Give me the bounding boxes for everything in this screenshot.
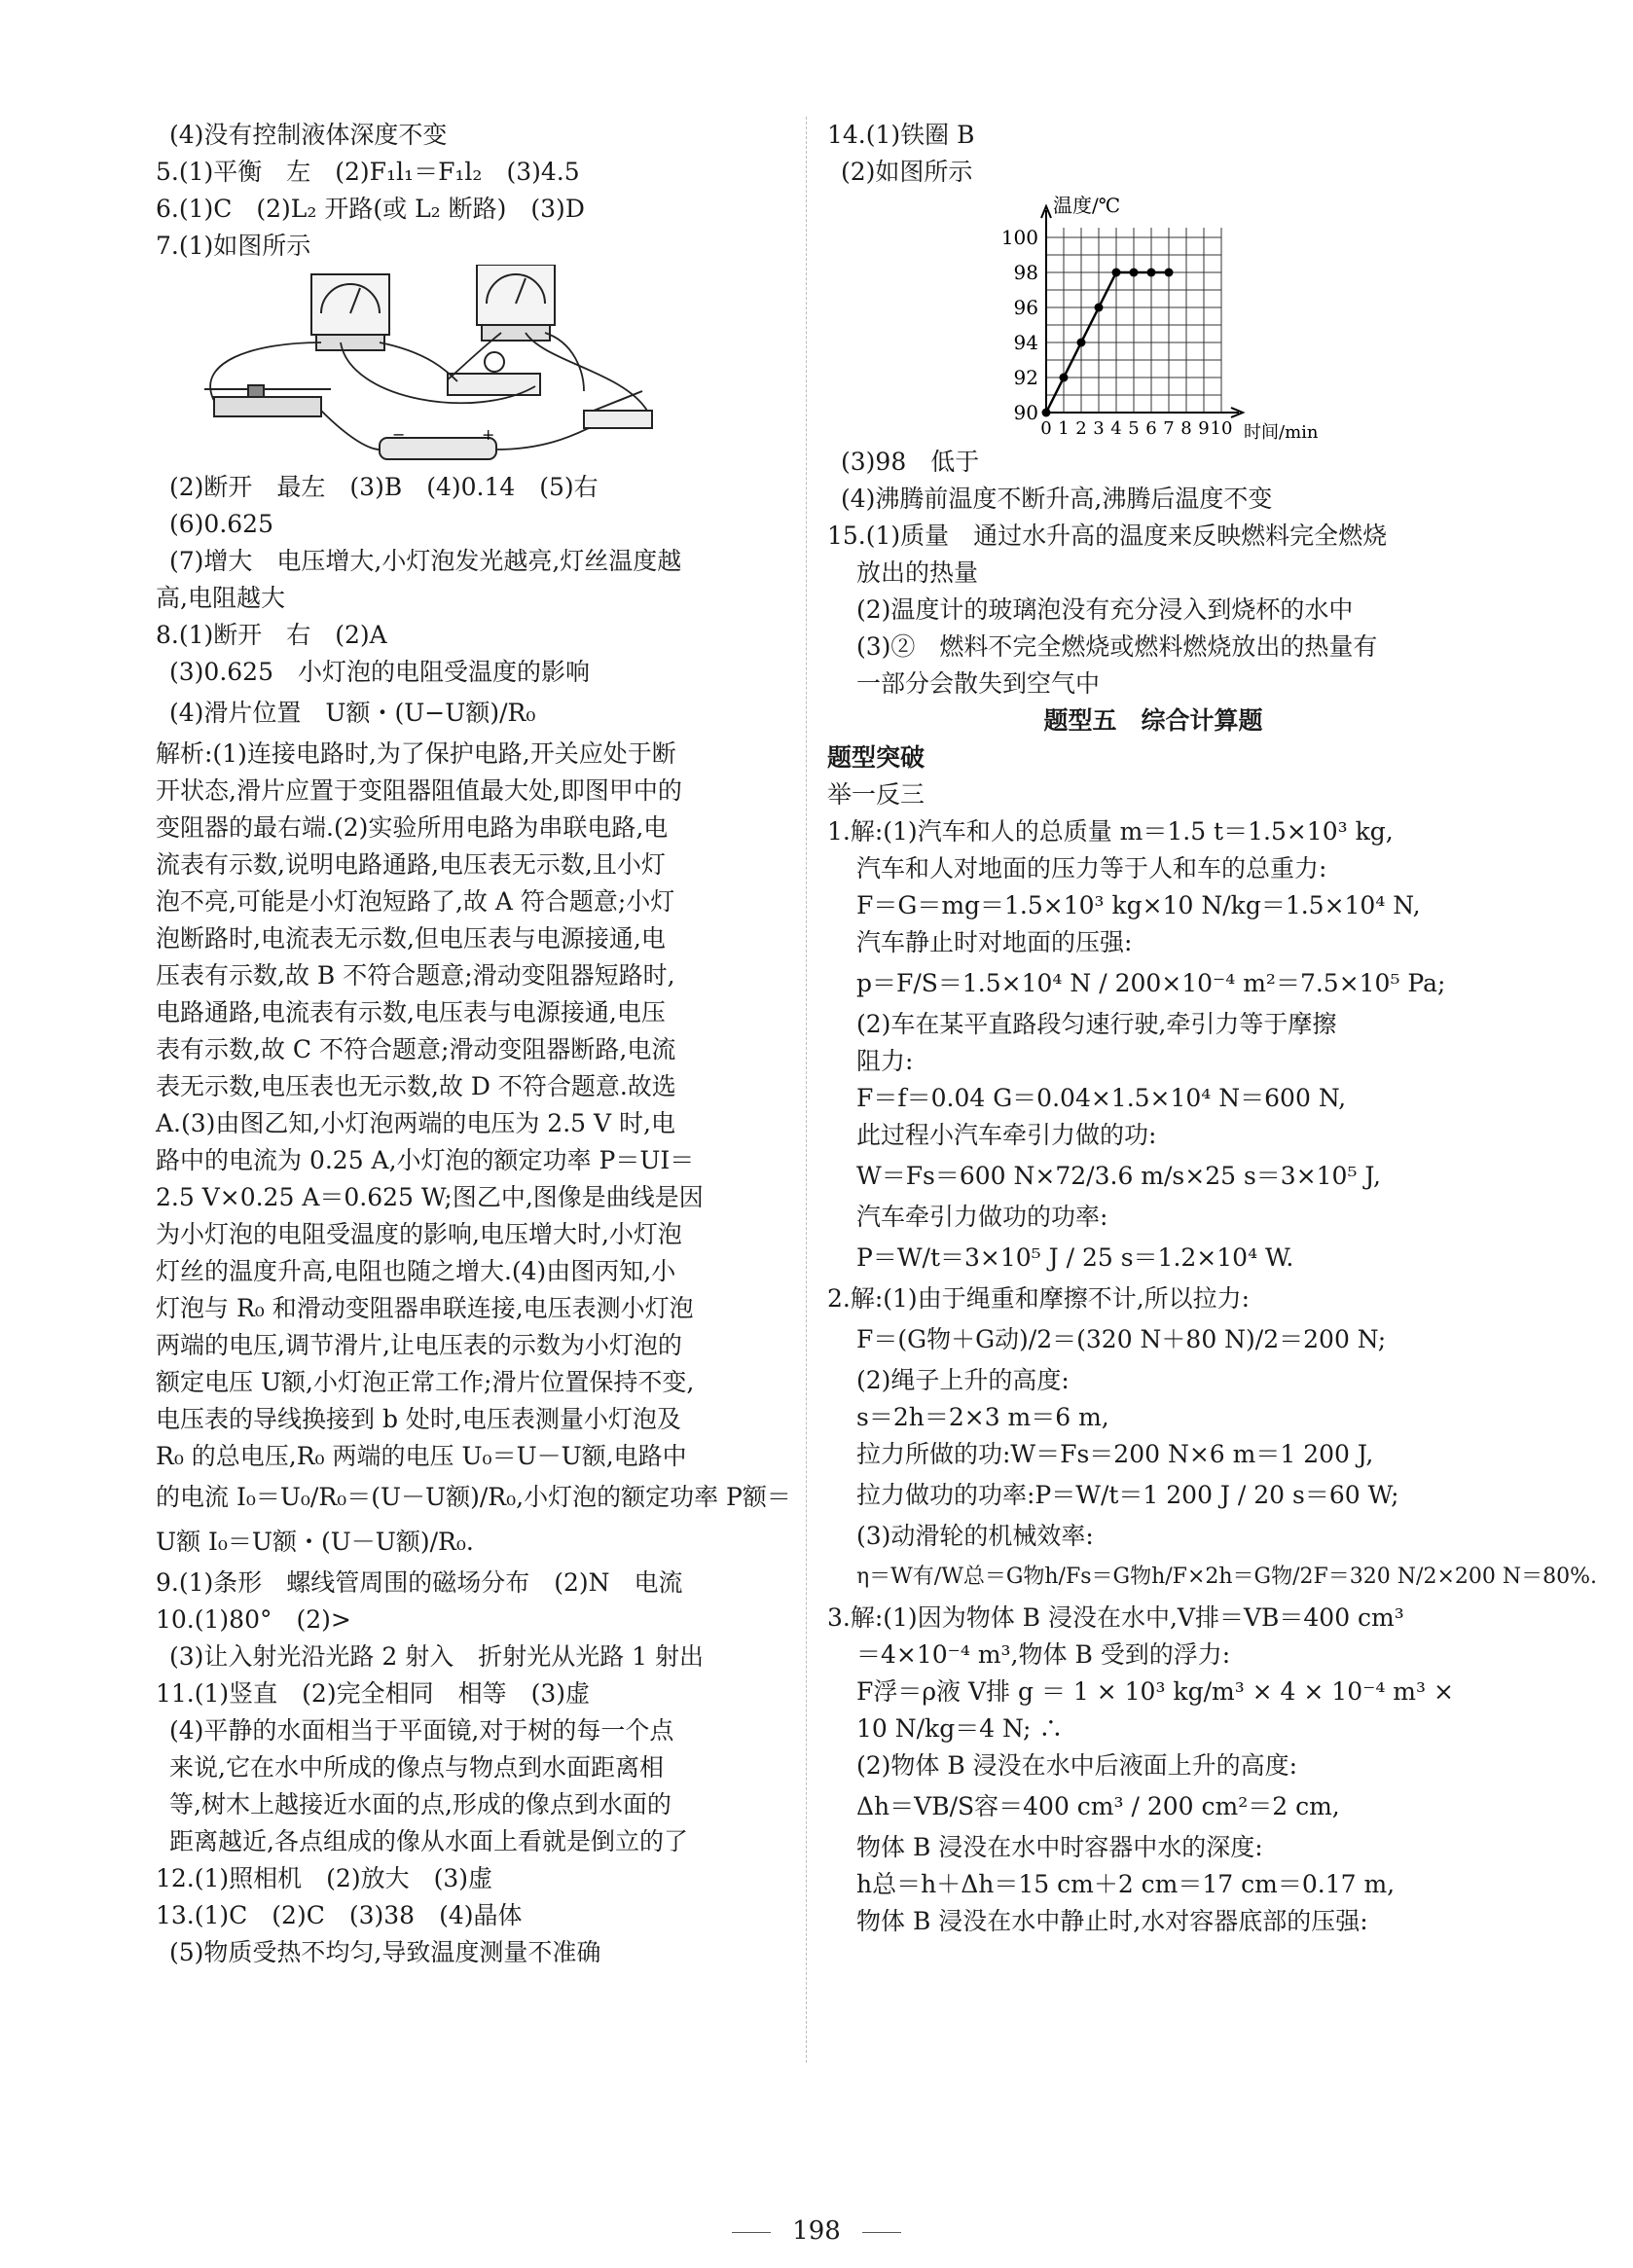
- text-line: 物体 B 浸没在水中时容器中水的深度:: [856, 1833, 1263, 1861]
- text-line: 电压表的导线换接到 b 处时,电压表测量小灯泡及: [156, 1405, 681, 1433]
- text-line: 10.(1)80° (2)>: [156, 1605, 351, 1634]
- x-axis-label: 时间/min: [1244, 422, 1319, 443]
- y-tick-label: 94: [1013, 331, 1038, 354]
- data-point: [1042, 409, 1051, 417]
- text-line: (7)增大 电压增大,小灯泡发光越亮,灯丝温度越: [169, 547, 682, 575]
- text-line: 路中的电流为 0.25 A,小灯泡的额定功率 P＝UI＝: [156, 1146, 695, 1174]
- text-line: 1.解:(1)汽车和人的总质量 m＝1.5 t＝1.5×10³ kg,: [827, 817, 1394, 846]
- text-line: (2)车在某平直路段匀速行驶,牵引力等于摩擦: [856, 1010, 1337, 1038]
- x-tick-label: 4: [1110, 418, 1122, 439]
- text-line: (4)没有控制液体深度不变: [169, 121, 448, 149]
- lamp-base: [448, 352, 540, 395]
- text-line: 灯泡与 R₀ 和滑动变阻器串联连接,电压表测小灯泡: [156, 1294, 694, 1322]
- text-line: (3)98 低于: [841, 448, 980, 476]
- x-tick-label: 10: [1210, 418, 1233, 439]
- text-line: (2)绳子上升的高度:: [856, 1366, 1070, 1394]
- text-line: 来说,它在水中所成的像点与物点到水面距离相: [169, 1753, 664, 1782]
- right-column: [827, 117, 1597, 1940]
- text-line: 的电流 I₀＝U₀/R₀＝(U－U额)/R₀,小灯泡的额定功率 P额＝: [156, 1483, 791, 1511]
- x-tick-label: 9: [1198, 418, 1210, 439]
- text-line: U额 I₀＝U额・(U－U额)/R₀.: [156, 1528, 474, 1556]
- data-point: [1165, 269, 1174, 277]
- text-line: 2.解:(1)由于绳重和摩擦不计,所以拉力:: [827, 1284, 1251, 1313]
- text-line: s＝2h＝2×3 m＝6 m,: [856, 1403, 1109, 1431]
- text-line: 泡不亮,可能是小灯泡短路了,故 A 符合题意;小灯: [156, 887, 675, 916]
- subsection-label: 举一反三: [827, 780, 925, 809]
- data-point: [1060, 374, 1069, 382]
- text-line: 等,树木上越接近水面的点,形成的像点到水面的: [169, 1790, 671, 1818]
- text-line: 2.5 V×0.25 A＝0.625 W;图乙中,图像是曲线是因: [156, 1183, 704, 1211]
- text-line: 表无示数,电压表也无示数,故 D 不符合题意.故选: [156, 1072, 676, 1100]
- ammeter-meter: [311, 274, 389, 350]
- data-point: [1147, 269, 1156, 277]
- text-line: F＝G＝mg＝1.5×10³ kg×10 N/kg＝1.5×10⁴ N,: [856, 891, 1421, 919]
- text-line: ＝4×10⁻⁴ m³,物体 B 受到的浮力:: [856, 1640, 1231, 1669]
- text-line: F浮＝ρ液 V排 g ＝ 1 × 10³ kg/m³ × 4 × 10⁻⁴ m³ ×: [856, 1677, 1454, 1706]
- text-line: 变阻器的最右端.(2)实验所用电路为串联电路,电: [156, 813, 669, 842]
- data-point: [1077, 339, 1086, 347]
- x-tick-label: 2: [1075, 418, 1087, 439]
- x-tick-label: 3: [1093, 418, 1105, 439]
- wires: [210, 333, 647, 450]
- text-line: 10 N/kg＝4 N; ∴: [856, 1714, 1064, 1743]
- text-line: 9.(1)条形 螺线管周围的磁场分布 (2)N 电流: [156, 1568, 683, 1597]
- text-line: 3.解:(1)因为物体 B 浸没在水中,V排＝VB＝400 cm³: [827, 1603, 1404, 1632]
- text-line: 压表有示数,故 B 不符合题意;滑动变阻器短路时,: [156, 961, 675, 990]
- chart-svg: [827, 191, 1479, 444]
- text-line: 一部分会散失到空气中: [856, 669, 1101, 698]
- text-line: 解析:(1)连接电路时,为了保护电路,开关应处于断: [156, 739, 676, 768]
- text-line: (3)让入射光沿光路 2 射入 折射光从光路 1 射出: [169, 1642, 705, 1671]
- temperature-chart: [827, 191, 1479, 444]
- text-line: (2)如图所示: [841, 158, 973, 186]
- page-number-text: 198: [792, 2216, 841, 2246]
- text-line: A.(3)由图乙知,小灯泡两端的电压为 2.5 V 时,电: [156, 1109, 675, 1137]
- text-line: (4)沸腾前温度不断升高,沸腾后温度不变: [841, 485, 1273, 513]
- x-tick-label: 0: [1040, 418, 1052, 439]
- text-line: 距离越近,各点组成的像从水面上看就是倒立的了: [169, 1827, 688, 1855]
- column-divider: [806, 117, 807, 2063]
- y-axis-label: 温度/℃: [1053, 194, 1121, 217]
- text-line: (4)滑片位置 U额・(U−U额)/R₀: [169, 699, 536, 727]
- formula-line: W＝Fs＝600 N×72/3.6 m/s×25 s＝3×10⁵ J,: [856, 1162, 1381, 1190]
- rheostat: [204, 385, 331, 416]
- formula-line: 拉力做功的功率:P＝W/t＝1 200 J / 20 s＝60 W;: [856, 1481, 1399, 1509]
- formula-line: Δh＝VB/S容＝400 cm³ / 200 cm²＝2 cm,: [856, 1792, 1340, 1820]
- text-line: 12.(1)照相机 (2)放大 (3)虚: [156, 1864, 492, 1892]
- chart-ticks: [1001, 226, 1233, 439]
- text-line: 两端的电压,调节滑片,让电压表的示数为小灯泡的: [156, 1331, 682, 1359]
- text-line: 13.(1)C (2)C (3)38 (4)晶体: [156, 1901, 523, 1929]
- text-line: 开状态,滑片应置于变阻器阻值最大处,即图甲中的: [156, 776, 682, 805]
- formula-line: p＝F/S＝1.5×10⁴ N / 200×10⁻⁴ m²＝7.5×10⁵ Pa;: [856, 969, 1446, 997]
- y-tick-label: 98: [1013, 261, 1038, 284]
- text-line: (4)平静的水面相当于平面镜,对于树的每一个点: [169, 1716, 674, 1745]
- y-tick-label: 92: [1013, 366, 1038, 389]
- y-tick-label: 100: [1000, 226, 1038, 249]
- section-heading: 题型五 综合计算题: [1043, 706, 1263, 735]
- text-line: 放出的热量: [856, 558, 979, 587]
- x-tick-label: 7: [1163, 418, 1175, 439]
- formula-line: F＝(G物＋G动)/2＝(320 N＋80 N)/2＝200 N;: [856, 1325, 1387, 1353]
- left-column: [156, 117, 791, 1971]
- text-line: 流表有示数,说明电路通路,电压表无示数,且小灯: [156, 850, 666, 879]
- text-line: 11.(1)竖直 (2)完全相同 相等 (3)虚: [156, 1679, 590, 1708]
- text-line: 15.(1)质量 通过水升高的温度来反映燃料完全燃烧: [827, 522, 1388, 550]
- formula-line: P＝W/t＝3×10⁵ J / 25 s＝1.2×10⁴ W.: [856, 1243, 1294, 1272]
- data-point: [1112, 269, 1121, 277]
- text-line: 14.(1)铁圈 B: [827, 121, 975, 149]
- y-tick-label: 90: [1013, 401, 1038, 424]
- text-line: 泡断路时,电流表无示数,但电压表与电源接通,电: [156, 924, 666, 953]
- chart-grid: [1046, 228, 1221, 413]
- text-line: 为小灯泡的电阻受温度的影响,电压增大时,小灯泡: [156, 1220, 682, 1248]
- voltmeter-meter: [477, 265, 555, 341]
- data-point: [1130, 269, 1139, 277]
- text-line: 阻力:: [856, 1047, 914, 1075]
- text-line: 此过程小汽车牵引力做的功:: [856, 1121, 1157, 1149]
- y-tick-label: 96: [1013, 296, 1038, 319]
- plus-sign: +: [482, 425, 495, 444]
- x-tick-label: 5: [1128, 418, 1140, 439]
- text-line: 汽车和人对地面的压力等于人和车的总重力:: [856, 854, 1327, 882]
- text-line: R₀ 的总电压,R₀ 两端的电压 U₀＝U－U额,电路中: [156, 1442, 687, 1470]
- text-line: 灯丝的温度升高,电阻也随之增大.(4)由图丙知,小: [156, 1257, 676, 1285]
- text-line: (3)0.625 小灯泡的电阻受温度的影响: [169, 658, 590, 686]
- text-line: (3)动滑轮的机械效率:: [856, 1522, 1094, 1550]
- text-line: (5)物质受热不均匀,导致温度测量不准确: [169, 1938, 601, 1966]
- text-line: 7.(1)如图所示: [156, 232, 311, 260]
- text-line: 物体 B 浸没在水中静止时,水对容器底部的压强:: [856, 1907, 1368, 1935]
- text-line: 汽车静止时对地面的压强:: [856, 928, 1133, 956]
- data-point: [1095, 304, 1104, 312]
- text-line: (6)0.625: [169, 510, 273, 538]
- x-tick-label: 8: [1180, 418, 1192, 439]
- text-line: 表有示数,故 C 不符合题意;滑动变阻器断路,电流: [156, 1035, 676, 1063]
- x-tick-label: 1: [1058, 418, 1070, 439]
- text-line: 5.(1)平衡 左 (2)F₁l₁＝F₁l₂ (3)4.5: [156, 158, 580, 186]
- text-line: 6.(1)C (2)L₂ 开路(或 L₂ 断路) (3)D: [156, 195, 585, 223]
- text-line: (3)② 燃料不完全燃烧或燃料燃烧放出的热量有: [856, 632, 1378, 661]
- text-line: (2)断开 最左 (3)B (4)0.14 (5)右: [169, 473, 599, 501]
- text-line: (2)温度计的玻璃泡没有充分浸入到烧杯的水中: [856, 595, 1354, 624]
- page-number: [0, 2216, 1633, 2246]
- formula-line: η＝W有/W总＝G物h/Fs＝G物h/F×2h＝G物/2F＝320 N/2×200 N＝80%.: [856, 1565, 1597, 1589]
- chart-axes: [1041, 206, 1243, 417]
- minus-sign: −: [392, 425, 406, 444]
- text-line: F＝f＝0.04 G＝0.04×1.5×10⁴ N＝600 N,: [856, 1084, 1347, 1112]
- switch: [584, 391, 652, 428]
- x-tick-label: 6: [1145, 418, 1157, 439]
- text-line: 额定电压 U额,小灯泡正常工作;滑片位置保持不变,: [156, 1368, 695, 1396]
- circuit-diagram: [156, 265, 788, 469]
- text-line: 电路通路,电流表有示数,电压表与电源接通,电压: [156, 998, 666, 1026]
- text-line: h总＝h＋Δh＝15 cm＋2 cm＝17 cm＝0.17 m,: [856, 1870, 1396, 1898]
- text-line: 汽车牵引力做功的功率:: [856, 1203, 1108, 1231]
- text-line: 高,电阻越大: [156, 584, 285, 612]
- subsection-heading: 题型突破: [827, 743, 925, 772]
- text-line: 拉力所做的功:W＝Fs＝200 N×6 m＝1 200 J,: [856, 1440, 1374, 1468]
- text-line: 8.(1)断开 右 (2)A: [156, 621, 387, 649]
- circuit-figure: [156, 265, 788, 469]
- text-line: (2)物体 B 浸没在水中后液面上升的高度:: [856, 1751, 1298, 1780]
